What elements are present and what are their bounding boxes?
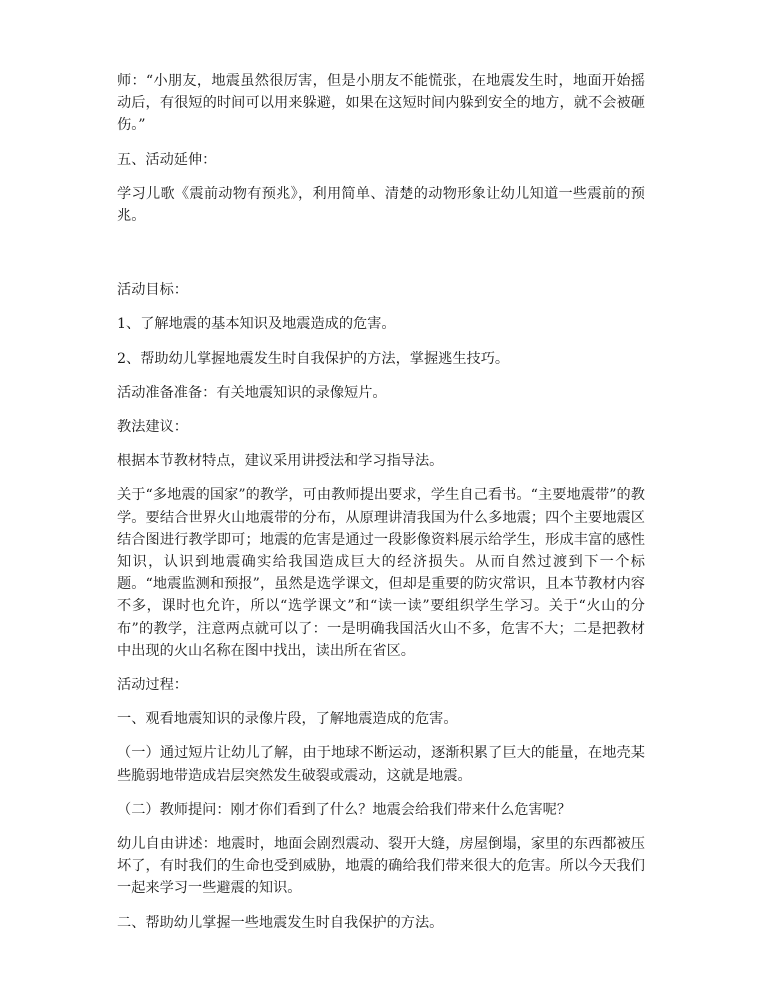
goal-item-1: 1、了解地震的基本知识及地震造成的危害。 [117,316,396,333]
children-free-talk-paragraph: 幼儿自由讲述：地震时，地面会剧烈震动、裂开大缝，房屋倒塌，家里的东西都被压坏了，有时我们的生命也受到威胁，地震的确给我们带来很大的危害。所以今天我们一起来学习一些避震的知识。 [117,836,645,897]
process-step-1-part-1: （一）通过短片让幼儿了解，由于地球不断运动，逐渐积累了巨大的能量，在地壳某些脆弱地带造成岩层突然发生破裂或震动，这就是地震。 [117,745,645,784]
goal-item-2: 2、帮助幼儿掌握地震发生时自我保护的方法，掌握逃生技巧。 [117,350,510,367]
process-step-1: 一、观看地震知识的录像片段，了解地震造成的危害。 [117,711,458,728]
teaching-suggestion-method: 根据本节教材特点，建议采用讲授法和学习指导法。 [117,453,444,470]
teacher-quote-paragraph: 师：“小朋友，地震虽然很厉害，但是小朋友不能慌张，在地震发生时，地面开始摇动后，有很短的时间可以用来躲避，如果在这短时间内躲到安全的地方，就不会被砸伤。” [117,73,645,134]
teaching-suggestion-details: 关于“多地震的国家”的教学，可由教师提出要求，学生自己看书。“主要地震带”的教学。要结合世界火山地震带的分布，从原理讲清我国为什么多地震；四个主要地震区结合图进行教学即可；地震的危害是通过一段影像资料展示给学生，形成丰富的感性知识，认识到地震确实给我国造成巨大的经济损失。从而自然过渡到下一个标题。“地震监测和预报”，虽然是选学课文，但却是重要的防灾常识，且本节教材内容不多，课时也允许，所以“选学课文”和“读一读”要组织学生学习。关于“火山的分布”的教学，注意两点就可以了：一是明确我国活火山不多，危害不大；二是把教材中出现的火山名称在图中找出，读出所在省区。 [117,487,645,659]
process-step-2: 二、帮助幼儿掌握一些地震发生时自我保护的方法。 [117,914,444,931]
section-heading-activity-extension: 五、活动延伸： [117,151,217,168]
activity-extension-paragraph: 学习儿歌《震前动物有预兆》，利用简单、清楚的动物形象让幼儿知道一些震前的预兆。 [117,185,645,225]
heading-teaching-suggestions: 教法建议： [117,419,188,436]
activity-preparation: 活动准备准备：有关地震知识的录像短片。 [117,384,387,401]
heading-activity-process: 活动过程： [117,677,188,694]
document-page [117,70,645,946]
process-step-1-part-2: （二）教师提问：刚才你们看到了什么？地震会给我们带来什么危害呢？ [117,801,572,818]
section-gap [117,239,645,279]
heading-activity-goals: 活动目标： [117,282,188,299]
